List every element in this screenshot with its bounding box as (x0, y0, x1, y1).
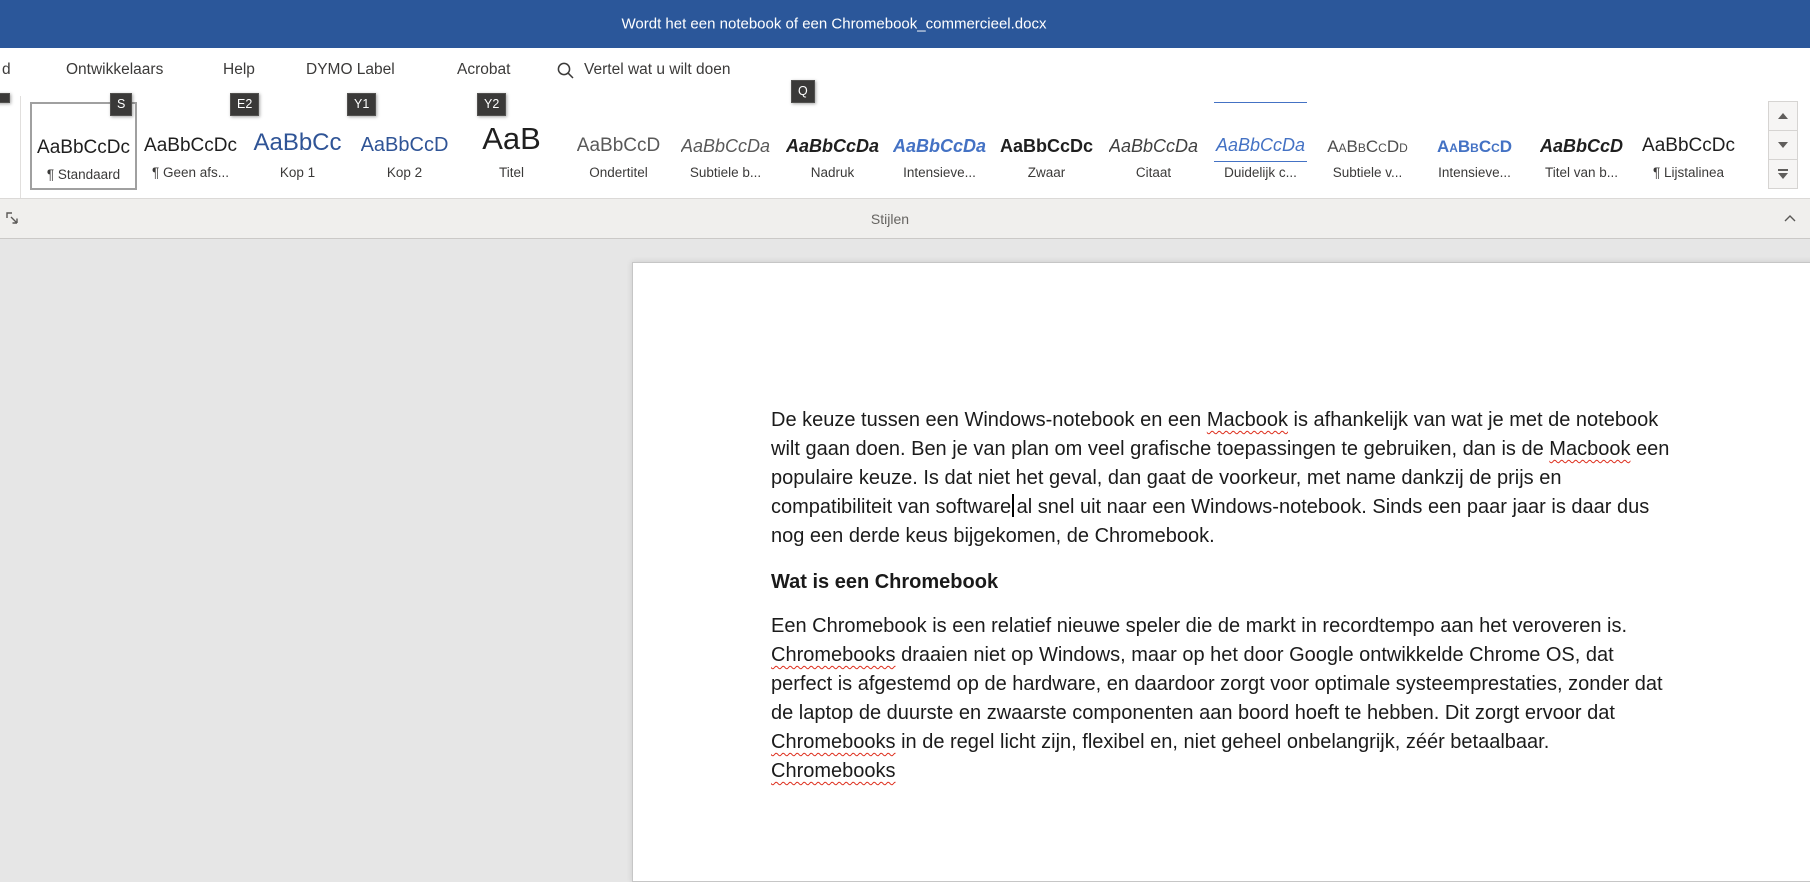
dialog-launcher-icon[interactable] (2, 208, 22, 228)
partial-clipped-line (771, 757, 1701, 786)
paragraph1-line: wilt gaan doen. Ben je van plan om veel grafische toepassingen te gebruiken, dan is de Macbook een (771, 438, 1670, 460)
document-page[interactable] (632, 262, 1810, 882)
paragraph2-line: perfect is afgestemd op de hardware, en daardoor zorgt voor optimale systeemprestaties, zonder dat (771, 673, 1663, 695)
document-area (0, 240, 1810, 782)
misspelled-word: Macbook (1549, 438, 1631, 460)
style-item-ondertitel[interactable]: AaBbCcD Ondertitel (576, 135, 661, 180)
style-item-standaard[interactable]: AaBbCcDc ¶ Standaard (30, 102, 137, 190)
collapse-ribbon-icon[interactable] (1780, 208, 1800, 228)
style-item-geen-afstand[interactable]: AaBbCcDc ¶ Geen afs... (144, 135, 237, 180)
triangle-down-icon (1778, 173, 1788, 179)
title-bar (0, 0, 1810, 48)
style-item-kop2[interactable]: AaBbCcD Kop 2 (360, 134, 449, 180)
group-label-stijlen: Stijlen (870, 210, 910, 227)
section-heading: Wat is een Chromebook (771, 571, 999, 593)
keytip-help: E2 (230, 93, 259, 116)
style-item-subtiele-verwijzing[interactable]: AaBbCcDd Subtiele v... (1327, 137, 1408, 180)
misspelled-word: Chromebooks (771, 731, 896, 753)
text-cursor (1012, 494, 1014, 517)
paragraph2-line: Chromebooks draaien niet op Windows, maar op het door Google ontwikkelde Chrome OS, dat (771, 644, 1614, 666)
style-item-duidelijk-citaat[interactable]: AaBbCcDa Duidelijk c... (1207, 102, 1314, 190)
ribbon (0, 92, 1810, 239)
style-item-titel-van-boek[interactable]: AaBbCcD Titel van b... (1539, 136, 1623, 180)
paragraph1-line: compatibiliteit van software al snel uit naar een Windows-notebook. Sinds een paar jaar is daar dus (771, 496, 1650, 518)
paragraph2-line: Een Chromebook is een relatief nieuwe speler die de markt in recordtempo aan het veroveren is. (771, 615, 1628, 637)
document-text (771, 406, 1701, 786)
ribbon-tab-bar (0, 48, 1810, 92)
keytip-partial (0, 93, 10, 103)
misspelled-word: Chromebooks (771, 760, 896, 782)
gallery-more-button[interactable] (1768, 159, 1798, 189)
tell-me-search-label: Vertel wat u wilt doen (584, 61, 731, 78)
tab-dymo-label[interactable]: DYMO Label (306, 61, 395, 78)
style-item-citaat[interactable]: AaBbCcDa Citaat (1108, 136, 1199, 180)
tab-help[interactable]: Help (223, 61, 255, 78)
keytip-ontwikkelaars: S (110, 93, 132, 116)
tab-acrobat[interactable]: Acrobat (457, 61, 511, 78)
styles-gallery-scrollbar (1768, 102, 1798, 189)
triangle-up-icon (1778, 113, 1788, 119)
style-item-kop1[interactable]: AaBbCc Kop 1 (253, 129, 342, 180)
keytip-dymo: Y1 (347, 93, 376, 116)
styles-gallery (30, 102, 1742, 190)
style-item-subtiele-benadrukking[interactable]: AaBbCcDa Subtiele b... (680, 136, 771, 180)
gallery-scroll-up-button[interactable] (1768, 101, 1798, 131)
search-icon (556, 61, 575, 80)
tell-me-search-box[interactable] (556, 48, 730, 92)
keytip-search: Q (791, 80, 815, 103)
tab-partial-left[interactable]: d (2, 61, 11, 78)
gallery-scroll-down-button[interactable] (1768, 130, 1798, 160)
keytip-acrobat: Y2 (477, 93, 506, 116)
more-bar-icon (1778, 169, 1788, 171)
paragraph1-line: populaire keuze. Is dat niet het geval, dan gaat de voorkeur, met name dankzij de prijs en (771, 467, 1562, 489)
style-item-nadruk[interactable]: AaBbCcDa Nadruk (785, 136, 880, 180)
triangle-down-icon (1778, 142, 1788, 148)
style-item-intensieve-benadrukking[interactable]: AaBbCcDa Intensieve... (892, 136, 987, 180)
document-title: Wordt het een notebook of een Chromebook_commercieel.docx (621, 15, 1047, 33)
style-item-zwaar[interactable]: AaBbCcDc Zwaar (999, 136, 1094, 180)
paragraph2 (771, 612, 1701, 757)
misspelled-word: Chromebooks (771, 644, 896, 666)
style-item-titel[interactable]: AaB Titel (482, 121, 541, 180)
paragraph1-line: De keuze tussen een Windows-notebook en een Macbook is afhankelijk van wat je met de notebook (771, 409, 1659, 431)
style-item-lijstalinea[interactable]: AaBbCcDc ¶ Lijstalinea (1642, 135, 1735, 180)
paragraph2-line: Chromebooks in de regel licht zijn, flexibel en, niet geheel onbelangrijk, zéér betaalbaar. (771, 731, 1550, 753)
paragraph2-line: de laptop de duurste en zwaarste componenten aan boord hoeft te hebben. Dit zorgt ervoor dat (771, 702, 1615, 724)
paragraph1-line: nog een derde keus bijgekomen, de Chromebook. (771, 525, 1215, 547)
misspelled-word: Macbook (1206, 409, 1288, 431)
tab-ontwikkelaars[interactable]: Ontwikkelaars (66, 61, 164, 78)
style-item-intensieve-verwijzing[interactable]: AaBbCcD Intensieve... (1436, 137, 1513, 180)
ribbon-group-strip (0, 198, 1810, 238)
